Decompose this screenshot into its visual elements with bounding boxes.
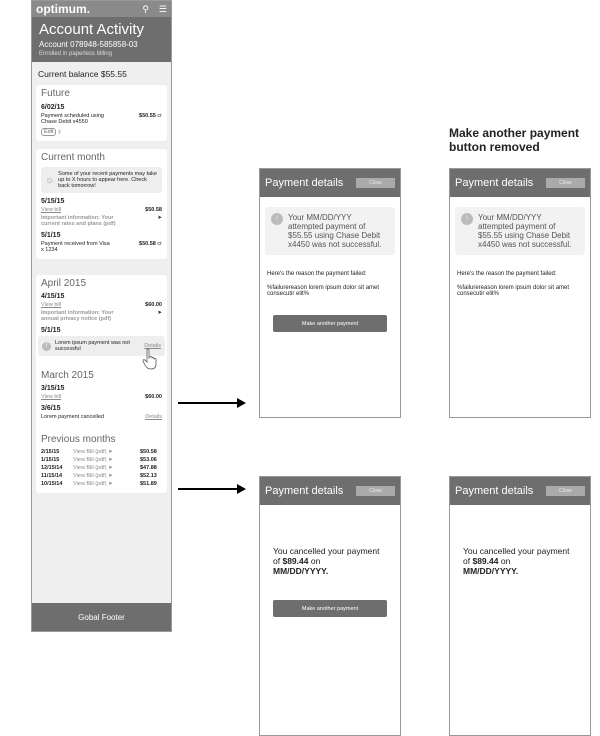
bill-date: 12/15/14: [41, 465, 63, 471]
bill-amount: $53.06: [140, 457, 157, 463]
bill-amount: $52.13: [140, 473, 157, 479]
previous-months-list: [41, 449, 162, 487]
annotation-note: Make another payment button removed: [449, 126, 580, 154]
date: 4/15/15: [41, 293, 65, 300]
details-link[interactable]: Details: [145, 414, 162, 420]
credit-label: cr: [157, 241, 162, 247]
bill-date: 2/15/15: [41, 449, 60, 455]
reason-label: Here's the reason the payment failed:: [457, 271, 557, 277]
make-another-payment-button[interactable]: Make another payment: [273, 600, 387, 617]
description: Payment scheduled using Chase Debit x4550: [41, 113, 104, 125]
future-card: [36, 85, 167, 141]
history-card: [36, 275, 167, 493]
arrow-circle-icon: ➤: [108, 449, 113, 455]
failed-payment-modal: [259, 168, 401, 418]
link-label: View Bill (pdf): [73, 449, 107, 455]
date: 5/1/15: [41, 232, 61, 239]
cancel-text: You cancelled your payment of: [273, 546, 380, 566]
amount: $50.58: [145, 207, 162, 213]
cancelled-payment-modal-plain: [449, 476, 591, 736]
view-bill-link[interactable]: View bill: [41, 394, 62, 400]
arrow-circle-icon[interactable]: ➤: [157, 310, 162, 316]
cancel-date: MM/DD/YYYY.: [463, 565, 519, 576]
account-header: [32, 17, 171, 62]
failure-reason: %failurereason lorem ipsum dolor sit amet consecutir elit%: [457, 285, 570, 297]
close-button[interactable]: Close: [356, 178, 395, 188]
make-another-payment-button[interactable]: Make another payment: [273, 315, 387, 332]
modal-title: Payment details: [265, 177, 344, 189]
view-bill-pdf-link[interactable]: [73, 473, 138, 479]
section-title: April 2015: [41, 278, 87, 289]
reason-label: Here's the reason the payment failed:: [267, 271, 367, 277]
bill-date: 11/15/14: [41, 473, 63, 479]
description: Payment received from Visa x 1234: [41, 241, 110, 253]
cancel-on: on: [310, 555, 321, 566]
info-notice: [41, 167, 162, 193]
alert-text: Your MM/DD/YYY attempted payment of $55.55 using Chase Debit x4450 was not successful.: [478, 213, 572, 249]
search-icon[interactable]: ⚲: [142, 3, 149, 14]
top-bar: [32, 1, 171, 17]
bill-date: 1/15/15: [41, 457, 60, 463]
modal-title: Payment details: [455, 485, 534, 497]
view-bill-pdf-link[interactable]: [73, 481, 138, 487]
failed-message: Lorem ipsum payment was not successful: [55, 340, 130, 352]
account-number: Account 078948-585858-03: [39, 40, 138, 49]
date: 5/1/15: [41, 327, 61, 334]
amount: $60.00: [145, 302, 162, 308]
credit-label: cr: [157, 113, 162, 119]
cancel-text: You cancelled your payment of: [463, 546, 570, 566]
bill-amount: $50.58: [140, 449, 157, 455]
modal-header: [450, 169, 590, 197]
rates-pdf-link[interactable]: Important information: Your current rates and plans (pdf): [41, 215, 116, 227]
arrow-icon: [178, 488, 238, 490]
trash-icon[interactable]: ▮: [58, 129, 62, 135]
view-bill-link[interactable]: View bill: [41, 302, 62, 308]
bill-amount: $51.89: [140, 481, 157, 487]
hand-cursor-icon: [142, 348, 158, 370]
modal-header: [450, 477, 590, 505]
cancelled-payment-modal: [259, 476, 401, 736]
privacy-pdf-link[interactable]: Important information: Your annual privacy notice (pdf): [41, 310, 114, 322]
modal-title: Payment details: [265, 485, 344, 497]
alert-icon: !: [271, 213, 283, 225]
description: Lorem payment cancelled: [41, 414, 104, 420]
link-label: View Bill (pdf): [73, 457, 107, 463]
date: 5/15/15: [41, 198, 65, 205]
failure-alert: [455, 207, 585, 255]
cancel-date: MM/DD/YYYY.: [273, 565, 329, 576]
failed-payment-modal-no-button: [449, 168, 591, 418]
cancel-amount: $89.44: [282, 555, 309, 566]
close-button[interactable]: Close: [546, 178, 585, 188]
section-title: Future: [41, 88, 70, 99]
link-label: View Bill (pdf): [73, 473, 107, 479]
cancel-on: on: [500, 555, 511, 566]
date: 3/15/15: [41, 385, 65, 392]
close-button[interactable]: Close: [356, 486, 395, 496]
notice-text: Some of your recent payments may take up to X hours to appear here. Check back tomorrow!: [58, 171, 157, 189]
arrow-circle-icon[interactable]: ➤: [157, 215, 162, 221]
phone-wireframe: [31, 0, 172, 632]
amount: $50.55: [139, 113, 156, 119]
view-bill-pdf-link[interactable]: [73, 449, 138, 455]
arrow-circle-icon: ➤: [108, 481, 113, 487]
view-bill-pdf-link[interactable]: [73, 457, 138, 463]
alert-text: Your MM/DD/YYY attempted payment of $55.55 using Chase Debit x4450 was not successful.: [288, 213, 382, 249]
modal-header: [260, 169, 400, 197]
menu-icon[interactable]: ☰: [158, 3, 167, 14]
modal-title: Payment details: [455, 177, 534, 189]
cancel-amount: $89.44: [472, 555, 499, 566]
section-title: March 2015: [41, 370, 94, 381]
alert-icon: !: [461, 213, 473, 225]
arrow-circle-icon: ➤: [108, 457, 113, 463]
link-label: View Bill (pdf): [73, 481, 107, 487]
edit-button[interactable]: Edit: [41, 128, 56, 136]
view-bill-pdf-link[interactable]: [73, 465, 138, 471]
view-bill-link[interactable]: View bill: [41, 207, 62, 213]
page-title: Account Activity: [39, 21, 145, 38]
section-title: Previous months: [41, 434, 116, 445]
current-balance: Current balance $55.55: [38, 69, 127, 79]
details-link[interactable]: Details: [144, 343, 161, 349]
alert-icon: !: [42, 342, 51, 351]
amount: $60.00: [145, 394, 162, 400]
bill-amount: $47.88: [140, 465, 157, 471]
current-month-card: [36, 149, 167, 259]
logo: optimum.: [36, 2, 90, 16]
failure-alert: [265, 207, 395, 255]
close-button[interactable]: Close: [546, 486, 585, 496]
bill-date: 10/15/14: [41, 481, 63, 487]
date: 3/6/15: [41, 405, 61, 412]
paperless-status: Enrolled in paperless billing: [39, 51, 113, 57]
link-label: View Bill (pdf): [73, 465, 107, 471]
modal-header: [260, 477, 400, 505]
amount: $50.58: [139, 241, 156, 247]
failed-payment-row: [41, 336, 162, 356]
date: 6/02/15: [41, 104, 65, 111]
arrow-icon: [178, 402, 238, 404]
lightbulb-icon: ☼: [45, 174, 55, 186]
global-footer: Gobal Footer: [32, 603, 171, 631]
arrow-circle-icon: ➤: [108, 473, 113, 479]
failure-reason: %failurereason lorem ipsum dolor sit amet consecutir elit%: [267, 285, 380, 297]
cancel-message: [273, 547, 387, 576]
cancel-message: [463, 547, 577, 576]
arrow-circle-icon: ➤: [108, 465, 113, 471]
section-title: Current month: [41, 152, 105, 163]
